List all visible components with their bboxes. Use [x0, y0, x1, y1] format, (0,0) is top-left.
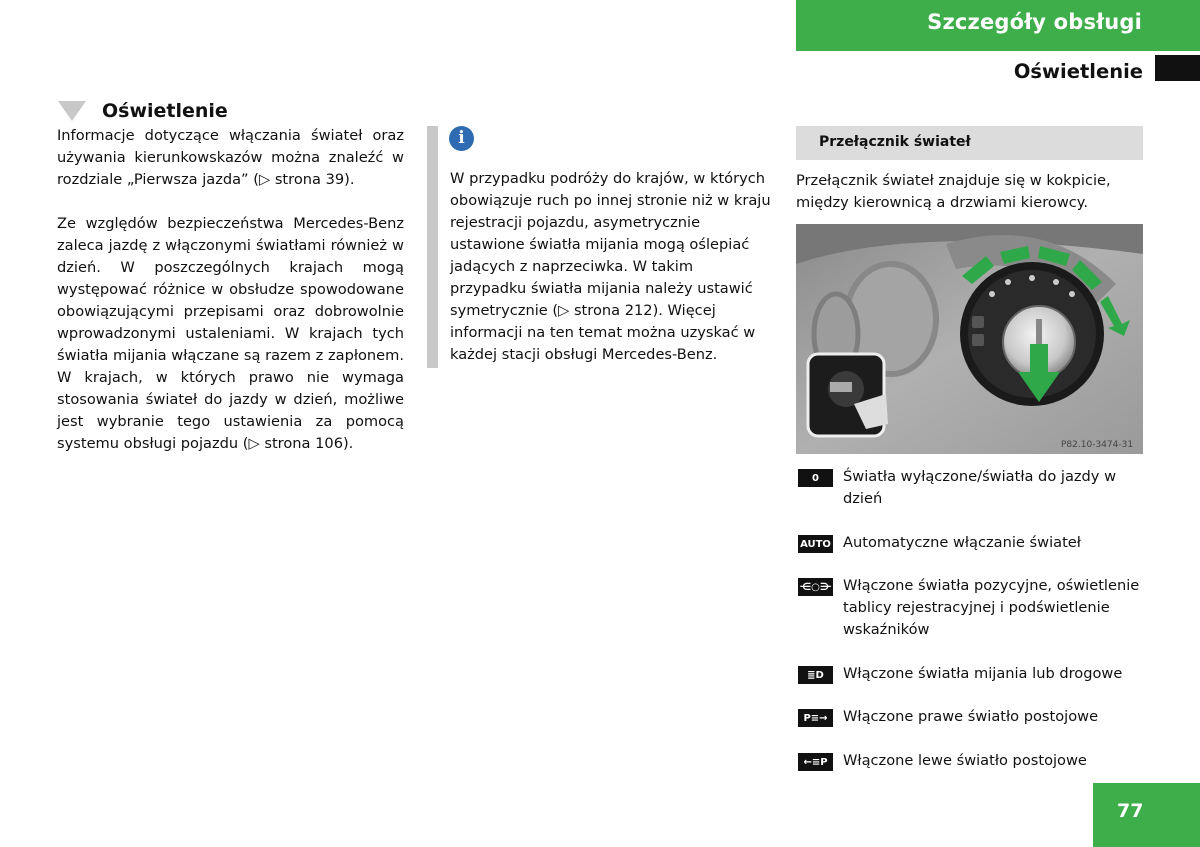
section-title-text: Oświetlenie: [102, 100, 228, 122]
legend-label: Automatyczne włączanie świateł: [843, 534, 1081, 551]
low-beam-icon: ≣D: [798, 666, 833, 684]
light-switch-heading: Przełącznik świateł: [819, 134, 971, 150]
legend-item: [798, 750, 1143, 772]
paragraph-lights-info: Informacje dotyczące włączania świateł oraz używania kierunkowskazów można znaleźć w rozdziale „Pierwsza jazda” (▷ strona 39).: [57, 127, 404, 188]
legend-label: Włączone prawe światło postojowe: [843, 708, 1099, 725]
legend-item: [798, 466, 1143, 510]
page-number-tab: [1093, 783, 1200, 847]
left-parking-icon: ←≡P: [798, 753, 833, 771]
right-parking-icon: P≡→: [798, 709, 833, 727]
off-icon: 0: [798, 469, 833, 487]
legend-label: Włączone światła pozycyjne, oświetlenie tablicy rejestracyjnej i podświetlenie wskaźników: [843, 577, 1140, 638]
legend-item: [798, 532, 1143, 554]
left-column: [57, 125, 404, 477]
chapter-title: Szczegóły obsługi: [927, 10, 1142, 34]
info-note-text: W przypadku podróży do krajów, w których obowiązuje ruch po innej stronie niż w kraju rejestracji pojazdu, asymetrycznie ustawione światła mijania mogą oślepiać jadących z naprzeciwka. W takim przypadku światła mijania należy ustawić symetrycznie (▷ strona 212). Więcej informacji na ten temat można uzyskać w każdej stacji obsługi Mercedes-Benz.: [450, 170, 771, 363]
triangle-marker-icon: [58, 101, 86, 121]
light-switch-heading-box: [796, 126, 1143, 160]
section-title: [58, 99, 228, 123]
light-switch-photo: [796, 224, 1143, 454]
chapter-header: [796, 0, 1200, 51]
page-number: 77: [1117, 800, 1144, 822]
section-tab-marker: [1155, 55, 1200, 81]
info-icon: i: [449, 126, 474, 151]
info-sidebar-bar: [427, 126, 438, 368]
legend-item: [798, 706, 1143, 728]
section-header: Oświetlenie: [1013, 60, 1143, 83]
paragraph-daytime-lights: Ze względów bezpieczeństwa Mercedes-Benz zaleca jazdę z włączonymi światłami również w dzień. W poszczególnych krajach mogą występować różnice w obsłudze spowodowane obowiązującymi przepisami oraz dobrowolnie wprowadzonymi ustaleniami. W krajach tych światła mijania włączane są razem z zapłonem. W krajach, w których prawo nie wymaga stosowania świateł do jazdy w dzień, możliwe jest wybranie tego ustawienia za pomocą systemu obsługi pojazdu (▷ strona 106).: [57, 215, 404, 452]
light-switch-intro: Przełącznik świateł znajduje się w kokpicie, między kierownicą a drzwiami kierowcy.: [796, 172, 1111, 211]
legend-item: [798, 663, 1143, 685]
legend-label: Światła wyłączone/światła do jazdy w dzień: [843, 468, 1117, 507]
legend-label: Włączone światła mijania lub drogowe: [843, 665, 1123, 682]
legend-item: [798, 575, 1143, 641]
legend-label: Włączone lewe światło postojowe: [843, 752, 1087, 769]
auto-icon: AUTO: [798, 535, 833, 553]
parking-lights-icon: ⋲○⋺: [798, 578, 833, 596]
photo-code-label: P82.10-3474-31: [1061, 440, 1134, 450]
